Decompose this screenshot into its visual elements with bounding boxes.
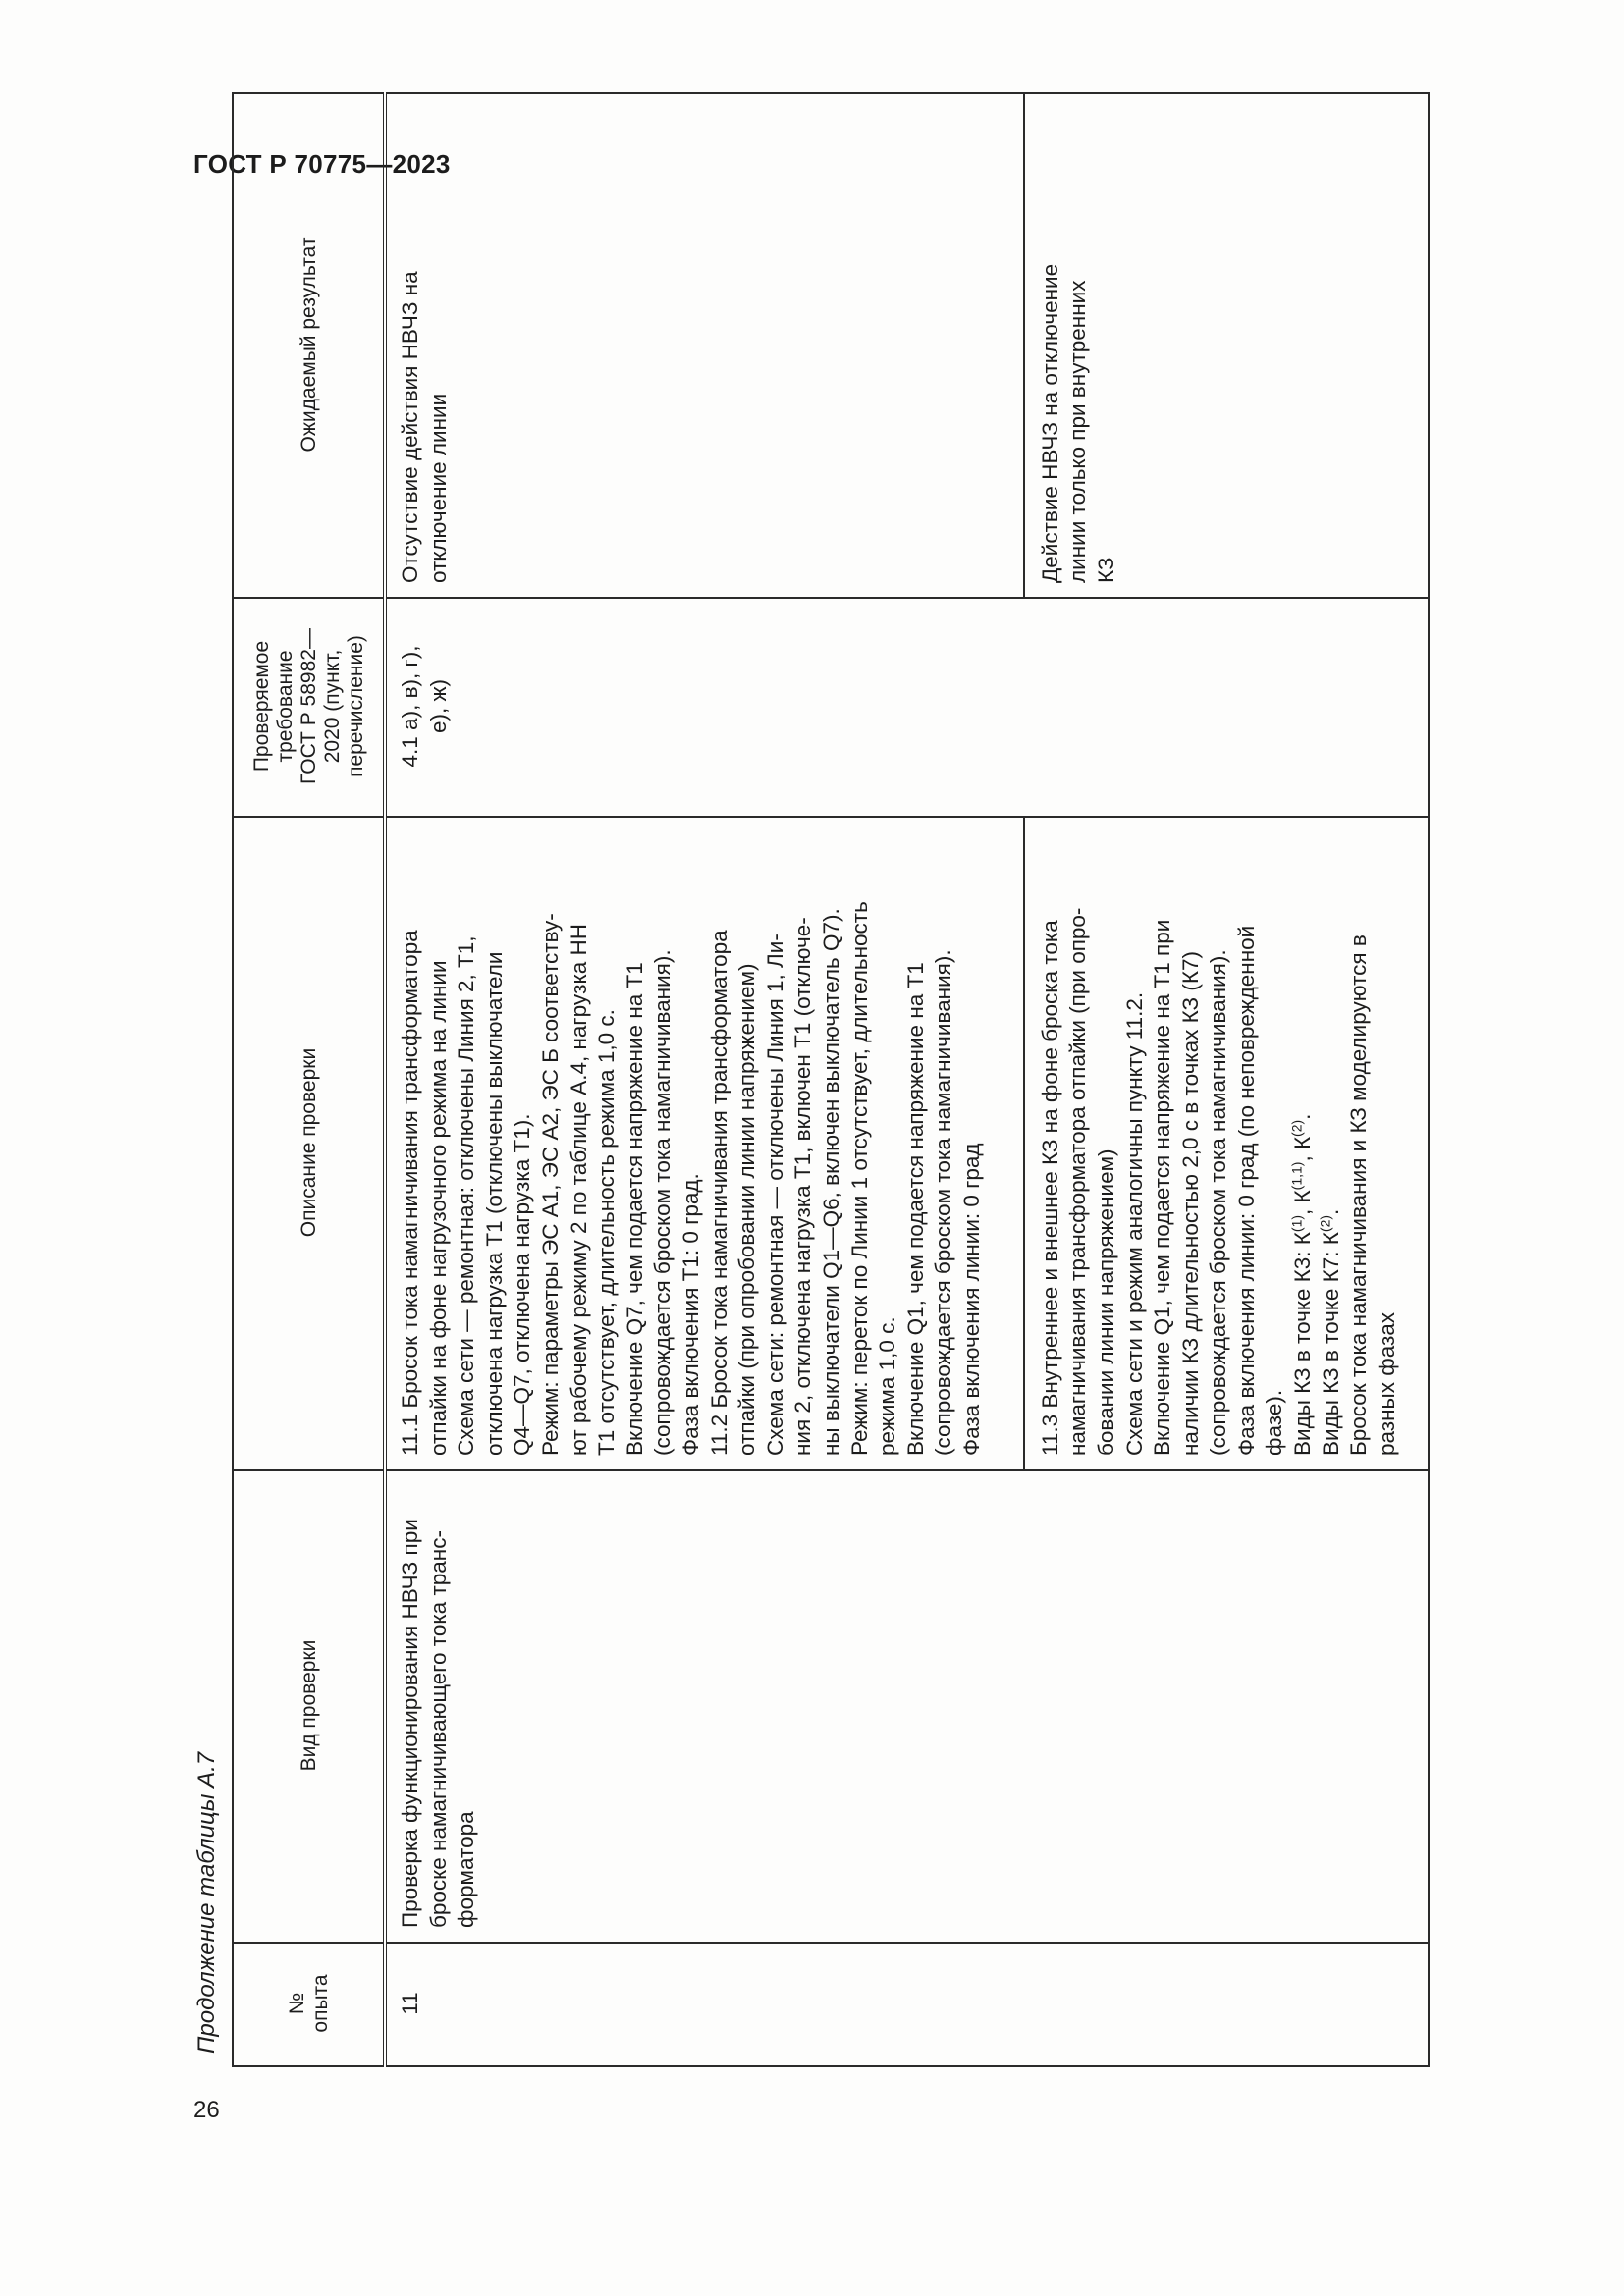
kz-types-k3: Виды КЗ в точке К3: $К^{(1)}$, К$^{(1,1)}$, $К^{(2)}$. [1288,1113,1316,1456]
table-container [232,232,1430,2067]
description-cell: 11.1 Бросок тока намагничивания трансформатора отпайки на фоне нагрузочного режима на линии Схема сети — ремонтная: отключены Линия 2, Т1, отключена нагрузка Т1 (отключены выключатели Q4—Q7, отключена нагрузка Т1). Режим: параметры ЭС А1, ЭС А2, ЭС Б соответству- ют рабочему режиму 2 по таблице А.4, нагрузка НН Т1 отсутствует, длительность режима 1,0 с. Включение Q7, чем подается напряжение на Т1 (сопровождается броском тока намагничивания). Фаза включения Т1: 0 град. 11.2 Бросок тока намагничивания трансформатора отпайки (при опробовании линии напряжением) Схема сети: ремонтная — отключены Линия 1, Ли- ния 2, отключена нагрузка Т1, включен Т1 (отключе- ны выключатели Q1—Q6, включен выключатель Q7). Режим: переток по Линии 1 отсутствует, длительность режима 1,0 с. Включение Q1, чем подается напряжение на Т1 (сопровождается броском тока намагничивания). Фаза включения линии: 0 град [385,817,1024,1470]
test-type-cell: Проверка функционирования НВЧЗ при броске намагничивающего тока транс- форматора [385,1470,1429,1943]
table-caption: Продолжение таблицы А.7 [193,1751,220,2054]
page-number: 26 [193,2097,220,2123]
result-cell: Отсутствие действия НВЧЗ на отключение линии [385,93,1024,598]
row-number: 11 [385,1943,1429,2066]
result-cell: Действие НВЧЗ на отключение линии только при внутренних КЗ [1024,93,1429,598]
kz-types-k7: Виды КЗ в точке К7: $К^{(2)}$. [1317,1208,1343,1456]
col-header-requirement: Проверяемое требование ГОСТ Р 58982— 2020 (пункт, перечисление) [233,598,385,817]
test-table [232,92,1430,2067]
table-header-row [233,93,385,2066]
col-header-type: Вид проверки [233,1470,385,1943]
table-row [385,93,1024,2066]
col-header-description: Описание проверки [233,817,385,1470]
col-header-number: № опыта [233,1943,385,2066]
requirement-cell: 4.1 а), в), г), е), ж) [385,598,1429,817]
description-cell: 11.3 Внутреннее и внешнее КЗ на фоне броска тока намагничивания трансформатора отпайки (при опро- бовании линии напряжением) Схема сети и режим аналогичны пункту 11.2. Включение Q1, чем подается напряжение на Т1 при наличии КЗ длительностью 2,0 с в точках КЗ (К7) (сопровождается броском тока намагничивания). Фаза включения линии: 0 град (по неповрежденной фазе). Виды КЗ в точке К3: $К^{(1)}$, К$^{(1,1)}$, $К^{(2)}$. Виды КЗ в точке К7: $К^{(2)}$. Бросок тока намагничивания и КЗ моделируются в разных фазах [1024,817,1429,1470]
standard-header: ГОСТ Р 70775—2023 [193,149,451,179]
col-header-result: Ожидаемый результат [233,93,385,598]
